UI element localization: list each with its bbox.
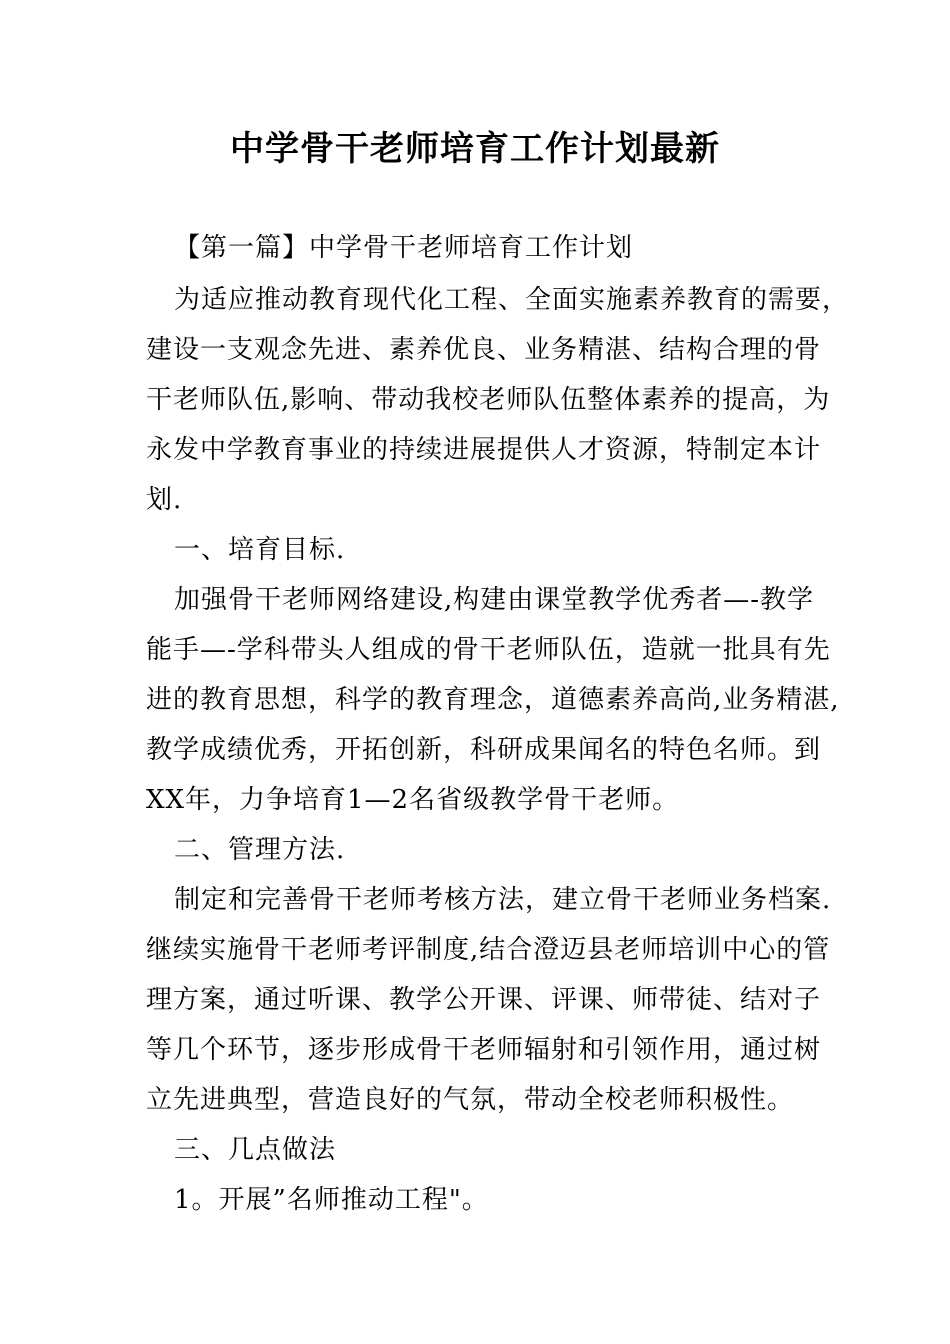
paragraph-line: 永发中学教育事业的持续进展提供人才资源，特制定本计 bbox=[146, 435, 822, 465]
paragraph-line: 为适应推动教育现代化工程、全面实施素养教育的需要， bbox=[174, 285, 850, 315]
paragraph-line: 立先进典型，营造良好的气氛，带动全校老师积极性。 bbox=[146, 1085, 795, 1115]
paragraph-line: 继续实施骨干老师考评制度,结合澄迈县老师培训中心的管 bbox=[146, 935, 831, 965]
paragraph-line: 教学成绩优秀，开拓创新，科研成果闻名的特色名师。到 bbox=[146, 735, 822, 765]
section-heading-management: 二、管理方法. bbox=[174, 835, 346, 865]
paragraph-line: 进的教育思想，科学的教育理念，道德素养高尚,业务精湛, bbox=[146, 685, 840, 715]
paragraph-line: XX年，力争培育1—2名省级教学骨干老师。 bbox=[146, 785, 680, 815]
paragraph-line: 建设一支观念先进、素养优良、业务精湛、结构合理的骨 bbox=[146, 335, 822, 365]
paragraph-line: 干老师队伍,影响、带动我校老师队伍整体素养的提高，为 bbox=[146, 385, 831, 415]
document-title: 中学骨干老师培育工作计划最新 bbox=[230, 129, 720, 169]
section-heading-practices: 三、几点做法 bbox=[174, 1135, 337, 1165]
section-heading-goals: 一、培育目标. bbox=[174, 535, 346, 565]
paragraph-line: 制定和完善骨干老师考核方法，建立骨干老师业务档案. bbox=[174, 885, 832, 915]
paragraph-line: 划. bbox=[146, 485, 183, 515]
paragraph-line: 理方案，通过听课、教学公开课、评课、师带徒、结对子 bbox=[146, 985, 822, 1015]
paragraph-line: 加强骨干老师网络建设,构建由课堂教学优秀者—-教学 bbox=[174, 585, 815, 615]
paragraph-line: 等几个环节，逐步形成骨干老师辐射和引领作用，通过树 bbox=[146, 1035, 822, 1065]
list-item: 1。开展”名师推动工程"。 bbox=[174, 1185, 489, 1215]
section-heading-part-one: 【第一篇】中学骨干老师培育工作计划 bbox=[174, 233, 634, 263]
paragraph-line: 能手—-学科带头人组成的骨干老师队伍，造就一批具有先 bbox=[146, 635, 831, 665]
